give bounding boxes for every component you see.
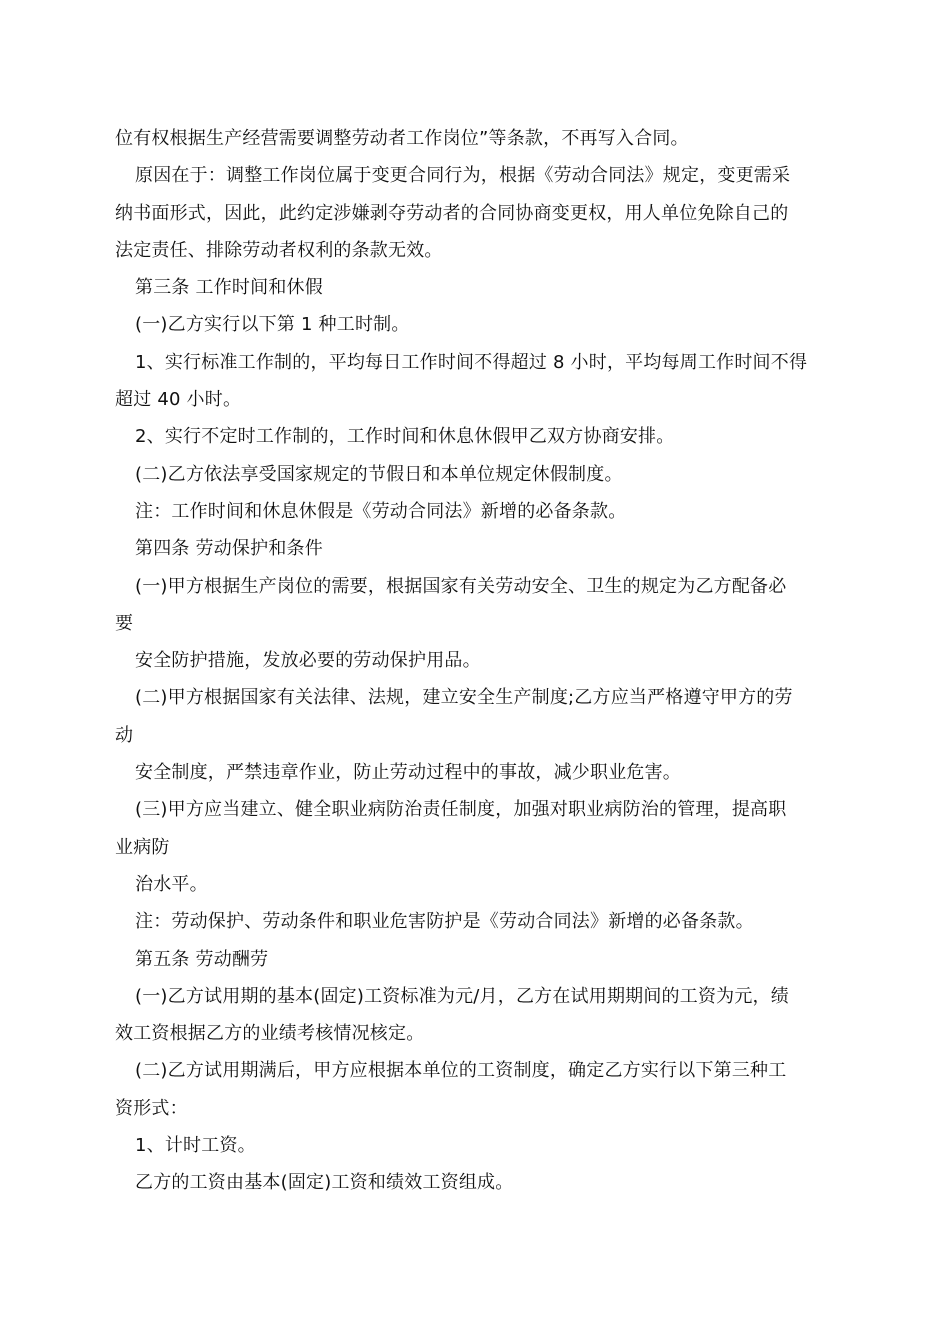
text-line: 安全防护措施，发放必要的劳动保护用品。	[135, 650, 481, 672]
text-line: 业病防	[115, 836, 170, 858]
text-line: (三)甲方应当建立、健全职业病防治责任制度，加强对职业病防治的管理，提高职	[135, 799, 787, 821]
text-line: 资形式：	[115, 1097, 188, 1119]
text-line: 位有权根据生产经营需要调整劳动者工作岗位”等条款，不再写入合同。	[115, 128, 689, 149]
text-line: (一)甲方根据生产岗位的需要，根据国家有关劳动安全、卫生的规定为乙方配备必	[135, 575, 787, 597]
text-line: 安全制度，严禁违章作业，防止劳动过程中的事故，减少职业危害。	[135, 762, 681, 784]
text-line: 动	[115, 724, 134, 746]
text-line: 2、实行不定时工作制的，工作时间和休息休假甲乙双方协商安排。	[135, 426, 675, 448]
text-line: 原因在于：调整工作岗位属于变更合同行为，根据《劳动合同法》规定，变更需采	[135, 165, 791, 187]
text-line: 治水平。	[135, 873, 208, 895]
text-line: (一)乙方试用期的基本(固定)工资标准为元/月，乙方在试用期期间的工资为元，绩	[135, 985, 789, 1007]
text-line: 注：劳动保护、劳动条件和职业危害防护是《劳动合同法》新增的必备条款。	[135, 911, 754, 933]
text-line: (一)乙方实行以下第 1 种工时制。	[135, 314, 410, 336]
text-line: 效工资根据乙方的业绩考核情况核定。	[115, 1023, 425, 1045]
text-line: 第五条 劳动酬劳	[135, 948, 269, 970]
text-line: 1、计时工资。	[135, 1135, 256, 1157]
text-line: 要	[115, 612, 134, 634]
text-line: 纳书面形式，因此，此约定涉嫌剥夺劳动者的合同协商变更权，用人单位免除自己的	[115, 202, 789, 224]
text-line: (二)乙方依法享受国家规定的节假日和本单位规定休假制度。	[135, 463, 623, 485]
text-line: 第三条 工作时间和休假	[135, 277, 323, 299]
text-line: 1、实行标准工作制的，平均每日工作时间不得超过 8 小时，平均每周工作时间不得	[135, 351, 808, 373]
document-body	[115, 120, 837, 1202]
text-line: 乙方的工资由基本(固定)工资和绩效工资组成。	[135, 1172, 514, 1194]
text-line: 法定责任、排除劳动者权利的条款无效。	[115, 239, 443, 261]
text-line: 超过 40 小时。	[115, 389, 242, 411]
text-line: (二)乙方试用期满后，甲方应根据本单位的工资制度，确定乙方实行以下第三种工	[135, 1060, 787, 1082]
text-line: 第四条 劳动保护和条件	[135, 538, 323, 560]
text-line: 注：工作时间和休息休假是《劳动合同法》新增的必备条款。	[135, 500, 627, 522]
text-line: (二)甲方根据国家有关法律、法规，建立安全生产制度;乙方应当严格遵守甲方的劳	[135, 687, 793, 709]
